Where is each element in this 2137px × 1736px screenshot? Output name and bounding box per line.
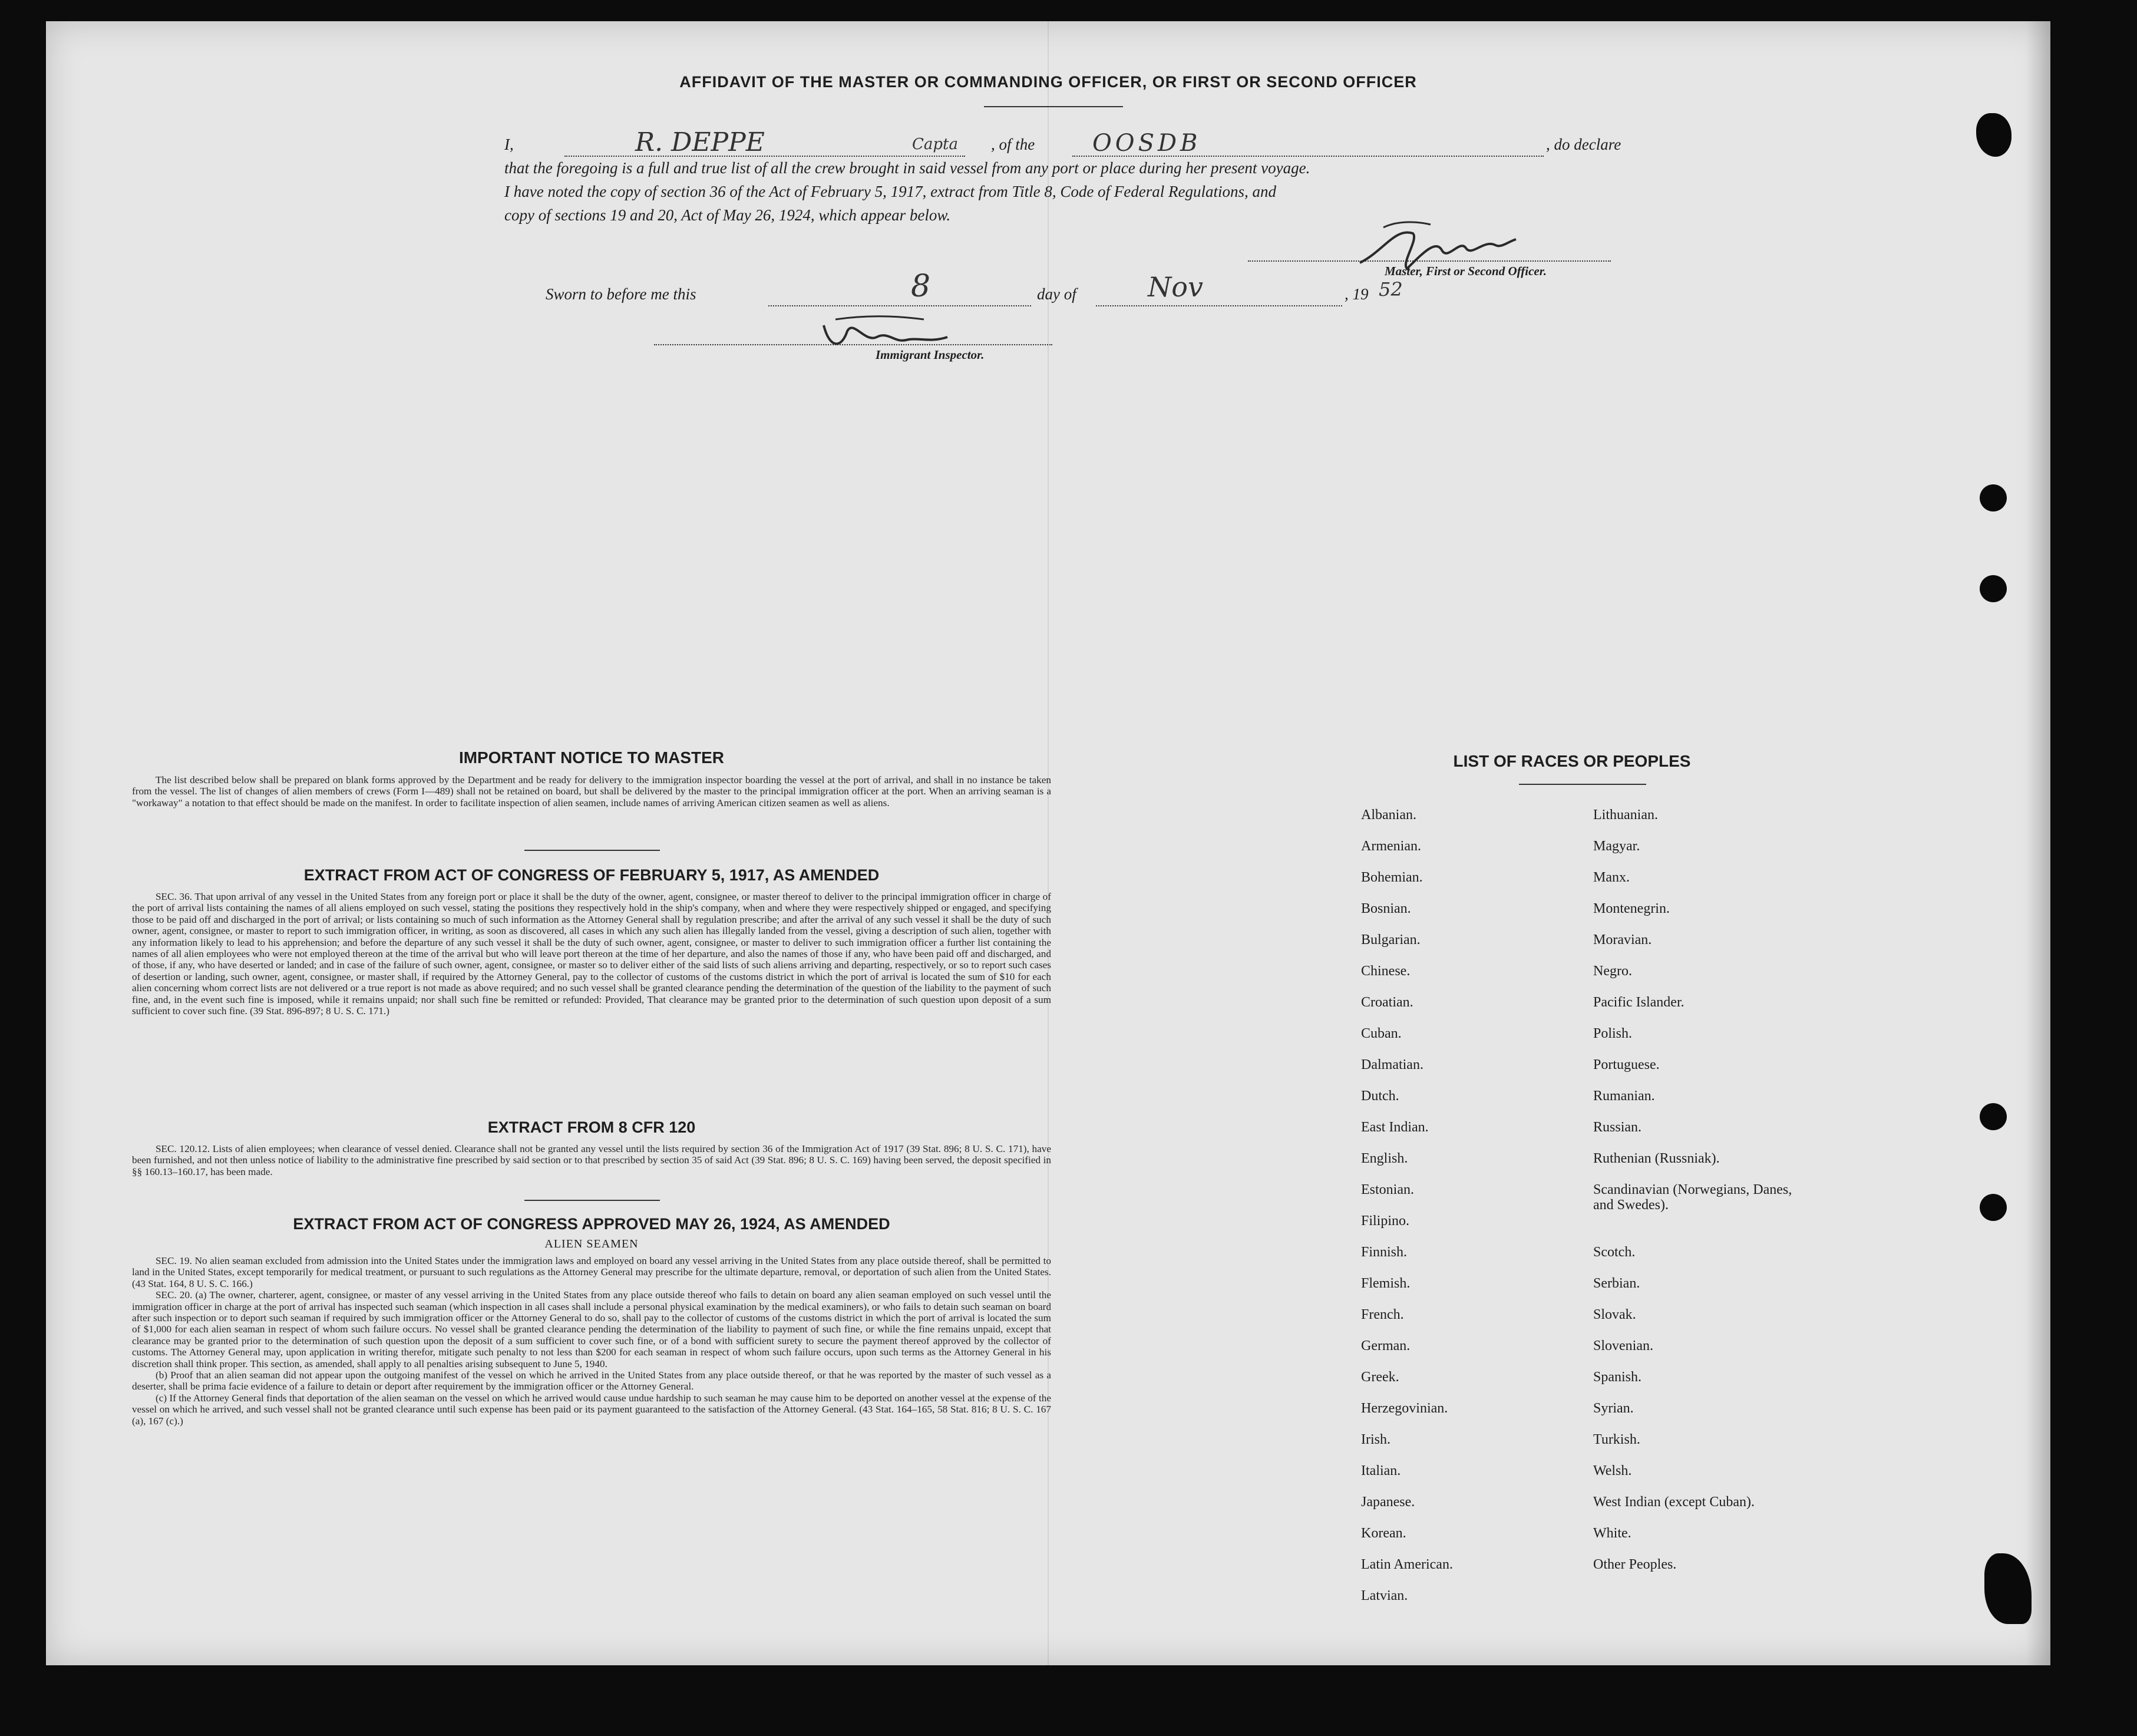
master-caption: Master, First or Second Officer. (1385, 264, 1547, 278)
extract-1924-title: EXTRACT FROM ACT OF CONGRESS APPROVED MAY 26, 1924, AS AMENDED (293, 1215, 890, 1233)
title-rule (984, 106, 1123, 107)
notice-title: IMPORTANT NOTICE TO MASTER (458, 748, 725, 767)
extract-cfr-paragraph: SEC. 120.12. Lists of alien employees; when clearance of vessel denied. Clearance shall not be granted any vessel until the lists required by section 36 of the Immigration Act of 1917 (39 Stat. 896; 8 U. S. C. 171), have been furnished, and not then unless notice of liability to the administrative fine prescribed by said section or to that prescribed by section 35 of said Act (39 Stat. 896; 8 U. S. C. 169) having been served, the deposit specified in §§ 160.13–160.17, has been made. (132, 1143, 1051, 1177)
sec-20b-paragraph: (b) Proof that an alien seaman did not appear upon the outgoing manifest of the vessel on which he arrived in the United States from any place outside thereof, or that he was reported by the master of such vessel as a deserter, shall be prima facie evidence of a failure to detain or deport after requirement by the immigration officer or the Attorney General. (132, 1369, 1051, 1392)
race-item: Portuguese. (1593, 1057, 1660, 1072)
handwritten-month: Nov (1148, 271, 1203, 303)
race-item: Ruthenian (Russniak). (1593, 1151, 1720, 1166)
race-item: Russian. (1593, 1120, 1642, 1135)
race-item: Serbian. (1593, 1276, 1640, 1291)
rule-1 (524, 850, 660, 851)
affidavit-line-2: that the foregoing is a full and true list of all the crew brought in said vessel from any port or place during her present voyage. (504, 159, 1310, 177)
extract-1917-title: EXTRACT FROM ACT OF CONGRESS OF FEBRUARY 5, 1917, AS AMENDED (303, 866, 880, 884)
race-item: Pacific Islander. (1593, 995, 1685, 1010)
handwritten-name: R. DEPPE (635, 127, 765, 157)
race-item: Greek. (1361, 1369, 1399, 1385)
race-item: Slovak. (1593, 1307, 1636, 1322)
punch-hole (1980, 484, 2007, 511)
handwritten-rank: Capta (912, 136, 958, 153)
affidavit-declare: , do declare (1546, 136, 1621, 153)
race-item: Dutch. (1361, 1088, 1399, 1104)
month-blank (1096, 305, 1342, 306)
inspector-signature-line (654, 344, 1052, 345)
race-item: Chinese. (1361, 963, 1411, 979)
race-item: Turkish. (1593, 1432, 1640, 1447)
extract-cfr-title: EXTRACT FROM 8 CFR 120 (487, 1118, 696, 1136)
year-prefix: , 19 (1345, 285, 1369, 303)
race-item: French. (1361, 1307, 1404, 1322)
race-item: Finnish. (1361, 1245, 1408, 1260)
race-item: Latvian. (1361, 1588, 1408, 1603)
race-item: Manx. (1593, 870, 1630, 885)
sec-20c-paragraph: (c) If the Attorney General finds that deportation of the alien seaman on the vessel on which he arrived would cause undue hardship to such seaman he may cause him to be deported on another vessel at the expense of the vessel on which he arrived, and such vessel shall not be granted clearance until such expense has been paid or its payment guaranteed to the satisfaction of the Attorney General. (43 Stat. 164–165, 58 Stat. 816; 8 U. S. C. 167 (a), 167 (c).) (132, 1392, 1051, 1427)
race-item: Other Peoples. (1593, 1557, 1677, 1572)
handwritten-year: 52 (1379, 278, 1403, 301)
handwritten-day: 8 (911, 269, 931, 304)
race-item: Dalmatian. (1361, 1057, 1423, 1072)
extract-1917-text (132, 891, 1051, 1016)
race-item: West Indian (except Cuban). (1593, 1494, 1755, 1510)
day-of-label: day of (1037, 285, 1076, 303)
page-damage (1976, 113, 2012, 157)
race-item: Latin American. (1361, 1557, 1453, 1572)
race-item: Syrian. (1593, 1401, 1634, 1416)
race-item: Welsh. (1593, 1463, 1632, 1478)
race-item: Scotch. (1593, 1245, 1636, 1260)
race-item: Korean. (1361, 1526, 1406, 1541)
race-item: English. (1361, 1151, 1408, 1166)
race-item: Bulgarian. (1361, 932, 1421, 948)
race-item: Cuban. (1361, 1026, 1402, 1041)
races-title: LIST OF RACES OR PEOPLES (1453, 752, 1691, 770)
race-item: German. (1361, 1338, 1411, 1354)
affidavit-title: AFFIDAVIT OF THE MASTER OR COMMANDING OFFICER, OR FIRST OR SECOND OFFICER (679, 73, 1417, 91)
races-left-column (1361, 807, 1453, 1619)
race-item: Negro. (1593, 963, 1632, 979)
race-item: Lithuanian. (1593, 807, 1658, 823)
race-item: White. (1593, 1526, 1631, 1541)
inspector-caption: Immigrant Inspector. (876, 348, 985, 362)
race-item: Irish. (1361, 1432, 1390, 1447)
punch-hole (1980, 575, 2007, 602)
race-item: Japanese. (1361, 1494, 1415, 1510)
race-item: Herzegovinian. (1361, 1401, 1448, 1416)
races-rule (1519, 784, 1646, 785)
race-item: Magyar. (1593, 839, 1640, 854)
punch-hole (1980, 1103, 2007, 1130)
day-blank (768, 305, 1031, 306)
document-sheet (46, 21, 2050, 1665)
affidavit-line-4: copy of sections 19 and 20, Act of May 26, 1924, which appear below. (504, 206, 951, 224)
race-item: East Indian. (1361, 1120, 1429, 1135)
race-item: Flemish. (1361, 1276, 1411, 1291)
race-item: Spanish. (1593, 1369, 1642, 1385)
notice-paragraph: The list described below shall be prepared on blank forms approved by the Department and be ready for delivery to the immigration inspector boarding the vessel at the port of arrival, and shall in no instance be taken from the vessel. The list of changes of alien members of crews (Form I—489) shall not be retained on board, but shall be delivered by the master to the principal immigration officer at the port. When an arriving seaman is a "workaway" a notation to that effect should be made on the manifest. In order to facilitate inspection of alien seamen, include names of arriving American citizen seamen as well as aliens. (132, 774, 1051, 808)
affidavit-line-3: I have noted the copy of section 36 of the Act of February 5, 1917, extract from Title 8, Code of Federal Regulations, and (504, 183, 1277, 200)
race-item: Bosnian. (1361, 901, 1411, 916)
page-edge-shadow (2026, 21, 2050, 1665)
notice-text (132, 774, 1051, 808)
name-blank (564, 156, 965, 157)
race-item: Bohemian. (1361, 870, 1423, 885)
affidavit-of-the: , of the (991, 136, 1035, 153)
race-item: Moravian. (1593, 932, 1652, 948)
race-item: Estonian. (1361, 1182, 1414, 1197)
race-item: Italian. (1361, 1463, 1401, 1478)
handwritten-vessel: OOSDB (1092, 130, 1201, 157)
sec-20a-paragraph: SEC. 20. (a) The owner, charterer, agent, consignee, or master of any vessel arriving in the United States from any place outside thereof who fails to detain on board any alien seaman employed on such vessel until the immigration officer in charge at the port of arrival has inspected such seaman (which inspection in all cases shall include a personal physical examination by the medical examiners), or who fails to detain such seaman on board after such inspection or to deport such seaman if required by such immigration officer or the Attorney General to do so, shall pay to the collector of customs of the customs district in which the port of arrival is located the sum of $1,000 for each alien seaman in respect of whom such failure occurs. No vessel shall be granted clearance pending the determination of the liability to payment of such fine, or while the fine remains unpaid, except that clearance may be granted prior to the determination of such question upon the deposit of a sum sufficient to cover such fine, or of a bond with sufficient surety to secure the payment thereof approved by the collector of customs. The Attorney General may, upon application in writing therefor, mitigate such penalty to not less than $200 for each seaman in respect of whom such failure occurs, upon such terms as the Attorney General in his discretion shall think proper. This section, as amended, shall apply to all penalties arising subsequent to June 5, 1940. (132, 1289, 1051, 1369)
race-item: Montenegrin. (1593, 901, 1670, 916)
race-item: Rumanian. (1593, 1088, 1655, 1104)
race-item: Croatian. (1361, 995, 1413, 1010)
extract-1924-subtitle: ALIEN SEAMEN (544, 1237, 639, 1250)
sec-19-paragraph: SEC. 19. No alien seaman excluded from admission into the United States under the immigration laws and employed on board any vessel arriving in the United States from any place outside thereof, shall be permitted to land in the United States, except temporarily for medical treatment, or pursuant to such regulations as the Attorney General may prescribe for the ultimate departure, removal, or deportation of such alien from the United States. (43 Stat. 164, 8 U. S. C. 166.) (132, 1255, 1051, 1289)
race-item: Scandinavian (Norwegians, Danes, and Swedes). (1593, 1182, 1792, 1213)
page-damage (1984, 1553, 2032, 1624)
extract-1924-text (132, 1255, 1051, 1427)
races-right-column (1593, 807, 1805, 1588)
race-item: Armenian. (1361, 839, 1421, 854)
affidavit-i: I, (504, 136, 514, 153)
race-item: Slovenian. (1593, 1338, 1653, 1354)
sworn-prefix: Sworn to before me this (546, 285, 696, 303)
race-item: Filipino. (1361, 1213, 1410, 1229)
extract-1917-paragraph: SEC. 36. That upon arrival of any vessel in the United States from any foreign port or place it shall be the duty of the owner, agent, consignee, or master thereof to deliver to the principal immigration officer in charge of the port of arrival lists containing the names of all aliens employed on such vessel, stating the positions they respectively hold in the ship's company, when and where they were respectively shipped or engaged, and specifying those to be paid off and discharged in the port of arrival; or lists containing so much of such information as the Attorney General shall by regulation prescribe; and after the arrival of any such vessel it shall be the duty of such owner, agent, consignee, or master to report to such immigration officer, in writing, as soon as discovered, all cases in which any such alien has illegally landed from the vessel, giving a description of such alien, together with any information likely to lead to his apprehension; and before the departure of any such vessel it shall be the duty of such owner, agent, consignee, or master to deliver to such immigration officer a further list containing the names of all alien employees who were not employed thereon at the time of the arrival but who will leave port thereon at the time of her departure, and also the names of those if any, who have been paid off and discharged, and of those, if any, who have deserted or landed; and in case of the failure of such owner, agent, consignee, or master so to deliver either of the said lists of such aliens arriving and departing, respectively, or so to report such cases of desertion or landing, such owner, agent, consignee, or master shall, if required by the Attorney General, pay to the collector of customs of the customs district in which the port of arrival is located the sum of $10 for each alien concerning whom correct lists are not delivered or a true report is not made as above required; and no such vessel shall be granted clearance pending the determination of the question of the liability to the payment of such fine, and, in the event such fine is imposed, while it remains unpaid; nor shall such fine be remitted or refunded: Provided, That clearance may be granted prior to the determination of such question upon deposit of a sum sufficient to cover such fine. (39 Stat. 896-897; 8 U. S. C. 171.) (132, 891, 1051, 1017)
extract-cfr-text (132, 1143, 1051, 1177)
punch-hole (1980, 1194, 2007, 1221)
race-item: Polish. (1593, 1026, 1633, 1041)
race-item: Albanian. (1361, 807, 1416, 823)
rule-2 (524, 1200, 660, 1201)
